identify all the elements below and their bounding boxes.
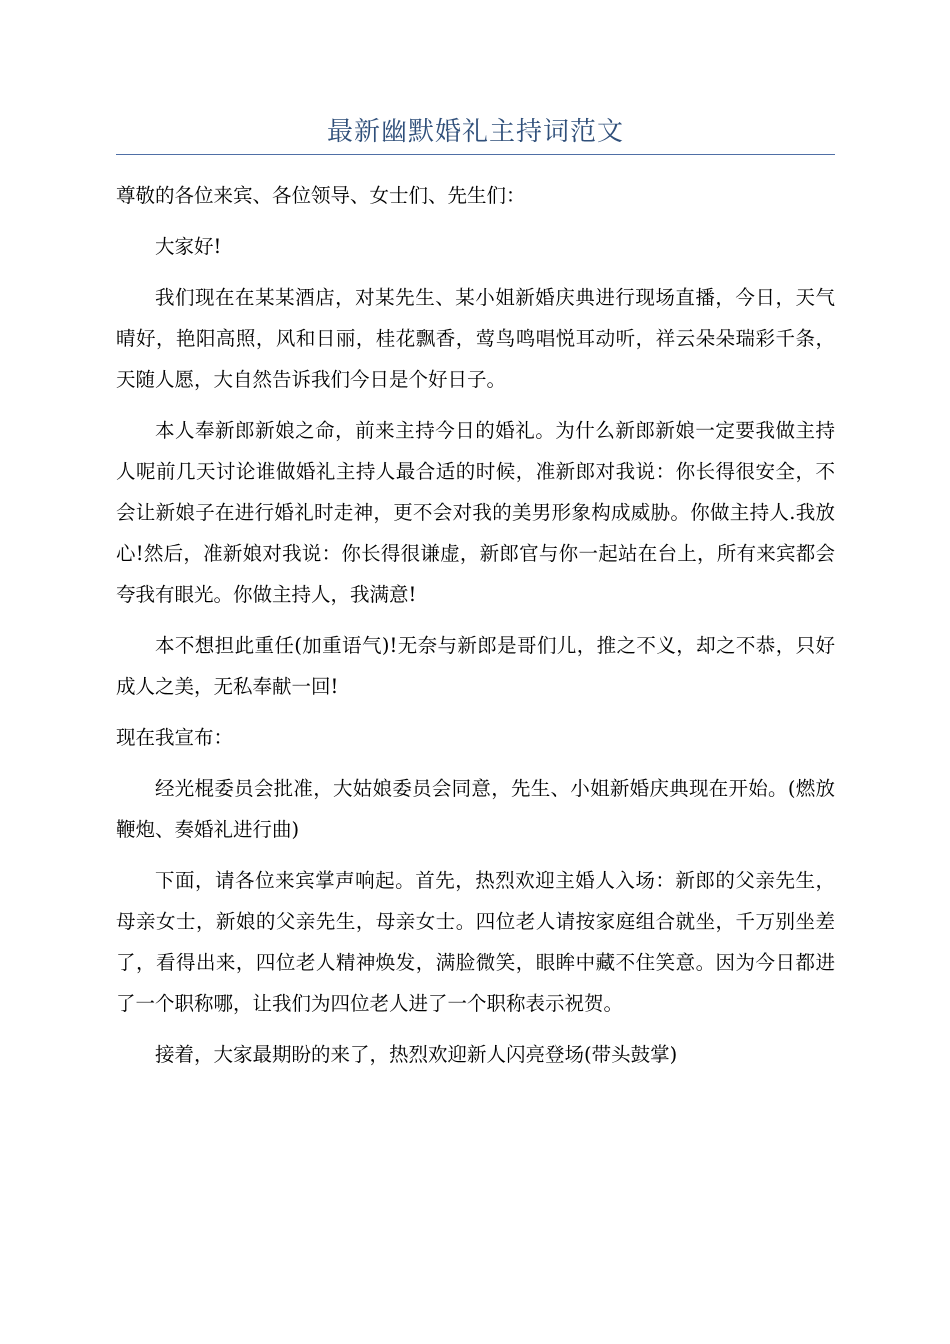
- paragraph-3: 我们现在在某某酒店，对某先生、某小姐新婚庆典进行现场直播，今日，天气晴好，艳阳高照，风和日丽，桂花飘香，莺鸟鸣唱悦耳动听，祥云朵朵瑞彩千条，天随人愿，大自然告诉我们今日是个好日子。: [116, 286, 835, 391]
- paragraph-7: 经光棍委员会批准，大姑娘委员会同意，先生、小姐新婚庆典现在开始。(燃放鞭炮、奏婚礼进行曲): [116, 777, 835, 841]
- paragraph-8: 下面，请各位来宾掌声响起。首先，热烈欢迎主婚人入场：新郎的父亲先生，母亲女士，新娘的父亲先生，母亲女士。四位老人请按家庭组合就坐，千万别坐差了，看得出来，四位老人精神焕发，满脸微笑，眼眸中藏不住笑意。因为今日都进了一个职称哪，让我们为四位老人进了一个职称表示祝贺。: [116, 869, 835, 1015]
- paragraph-9: 接着，大家最期盼的来了，热烈欢迎新人闪亮登场(带头鼓掌): [155, 1043, 678, 1066]
- paragraph-2: 大家好!: [155, 235, 222, 258]
- document-title: 最新幽默婚礼主持词范文: [326, 117, 624, 147]
- paragraph-6: 现在我宣布：: [116, 726, 234, 749]
- paragraph-1: 尊敬的各位来宾、各位领导、女士们、先生们：: [116, 184, 526, 207]
- paragraph-4: 本人奉新郎新娘之命，前来主持今日的婚礼。为什么新郎新娘一定要我做主持人呢前几天讨论谁做婚礼主持人最合适的时候，准新郎对我说：你长得很安全，不会让新娘子在进行婚礼时走神，更不会对我的美男形象构成威胁。你做主持人.我放心!然后，准新娘对我说：你长得很谦虚，新郎官与你一起站在台上，所有来宾都会夸我有眼光。你做主持人，我满意!: [116, 419, 835, 606]
- title-underline: [116, 154, 835, 155]
- document-page: [116, 112, 835, 1085]
- paragraph-5: 本不想担此重任(加重语气)!无奈与新郎是哥们儿，推之不义，却之不恭，只好成人之美，无私奉献一回!: [116, 634, 835, 698]
